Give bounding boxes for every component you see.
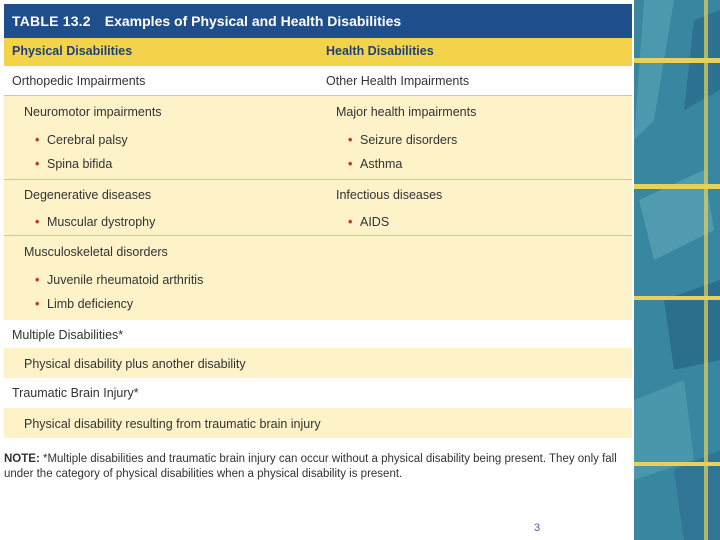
column-header-health: Health Disabilities bbox=[326, 44, 434, 58]
table-title-bar bbox=[4, 4, 632, 38]
table-row bbox=[4, 320, 632, 348]
list-item: • Asthma bbox=[348, 157, 403, 171]
subcategory-infectious: Infectious diseases bbox=[336, 188, 443, 202]
category-traumatic-brain-injury: Traumatic Brain Injury* bbox=[12, 386, 139, 400]
list-item: • Seizure disorders bbox=[348, 133, 458, 147]
subcategory-degenerative: Degenerative diseases bbox=[24, 188, 152, 202]
decorative-background-strip bbox=[634, 0, 720, 540]
description-traumatic-brain-injury: Physical disability resulting from traumatic brain injury bbox=[24, 417, 321, 431]
list-item: • Spina bifida bbox=[35, 157, 113, 171]
table-slide bbox=[4, 4, 632, 438]
note-text: *Multiple disabilities and traumatic brain injury can occur without a physical disability being present. They only fall under the category of physical disabilities when a physical disability is present. bbox=[4, 453, 617, 480]
table-row bbox=[4, 378, 632, 408]
bullet-icon: • bbox=[348, 133, 353, 147]
table-number: TABLE 13.2 bbox=[12, 13, 91, 29]
table-row bbox=[4, 179, 632, 235]
table-row bbox=[4, 235, 632, 320]
table-row bbox=[4, 408, 632, 438]
bullet-icon: • bbox=[348, 157, 353, 171]
category-multiple-disabilities: Multiple Disabilities* bbox=[12, 328, 124, 342]
list-item: • Cerebral palsy bbox=[35, 133, 128, 147]
table-row bbox=[4, 95, 632, 179]
bullet-icon: • bbox=[348, 215, 353, 229]
table-header-row bbox=[4, 38, 632, 66]
list-item: • Juvenile rheumatoid arthritis bbox=[35, 273, 204, 287]
subcategory-neuromotor: Neuromotor impairments bbox=[24, 105, 162, 119]
table-title: Examples of Physical and Health Disabilities bbox=[104, 13, 402, 29]
table-note bbox=[4, 452, 628, 482]
list-item: • Limb deficiency bbox=[35, 297, 134, 311]
category-other-health: Other Health Impairments bbox=[326, 74, 470, 88]
list-item: • AIDS bbox=[348, 215, 390, 229]
bullet-icon: • bbox=[35, 133, 40, 147]
bullet-icon: • bbox=[35, 273, 40, 287]
bullet-icon: • bbox=[35, 297, 40, 311]
column-header-physical: Physical Disabilities bbox=[12, 44, 133, 58]
subcategory-major-health: Major health impairments bbox=[336, 105, 477, 119]
table-row bbox=[4, 66, 632, 95]
table-row bbox=[4, 348, 632, 378]
bullet-icon: • bbox=[35, 157, 40, 171]
note-label: NOTE: bbox=[4, 453, 40, 465]
page-number: 3 bbox=[534, 522, 541, 534]
subcategory-musculoskeletal: Musculoskeletal disorders bbox=[24, 245, 168, 259]
list-item: • Muscular dystrophy bbox=[35, 215, 156, 229]
description-multiple-disabilities: Physical disability plus another disability bbox=[24, 357, 246, 371]
category-orthopedic: Orthopedic Impairments bbox=[12, 74, 146, 88]
bullet-icon: • bbox=[35, 215, 40, 229]
